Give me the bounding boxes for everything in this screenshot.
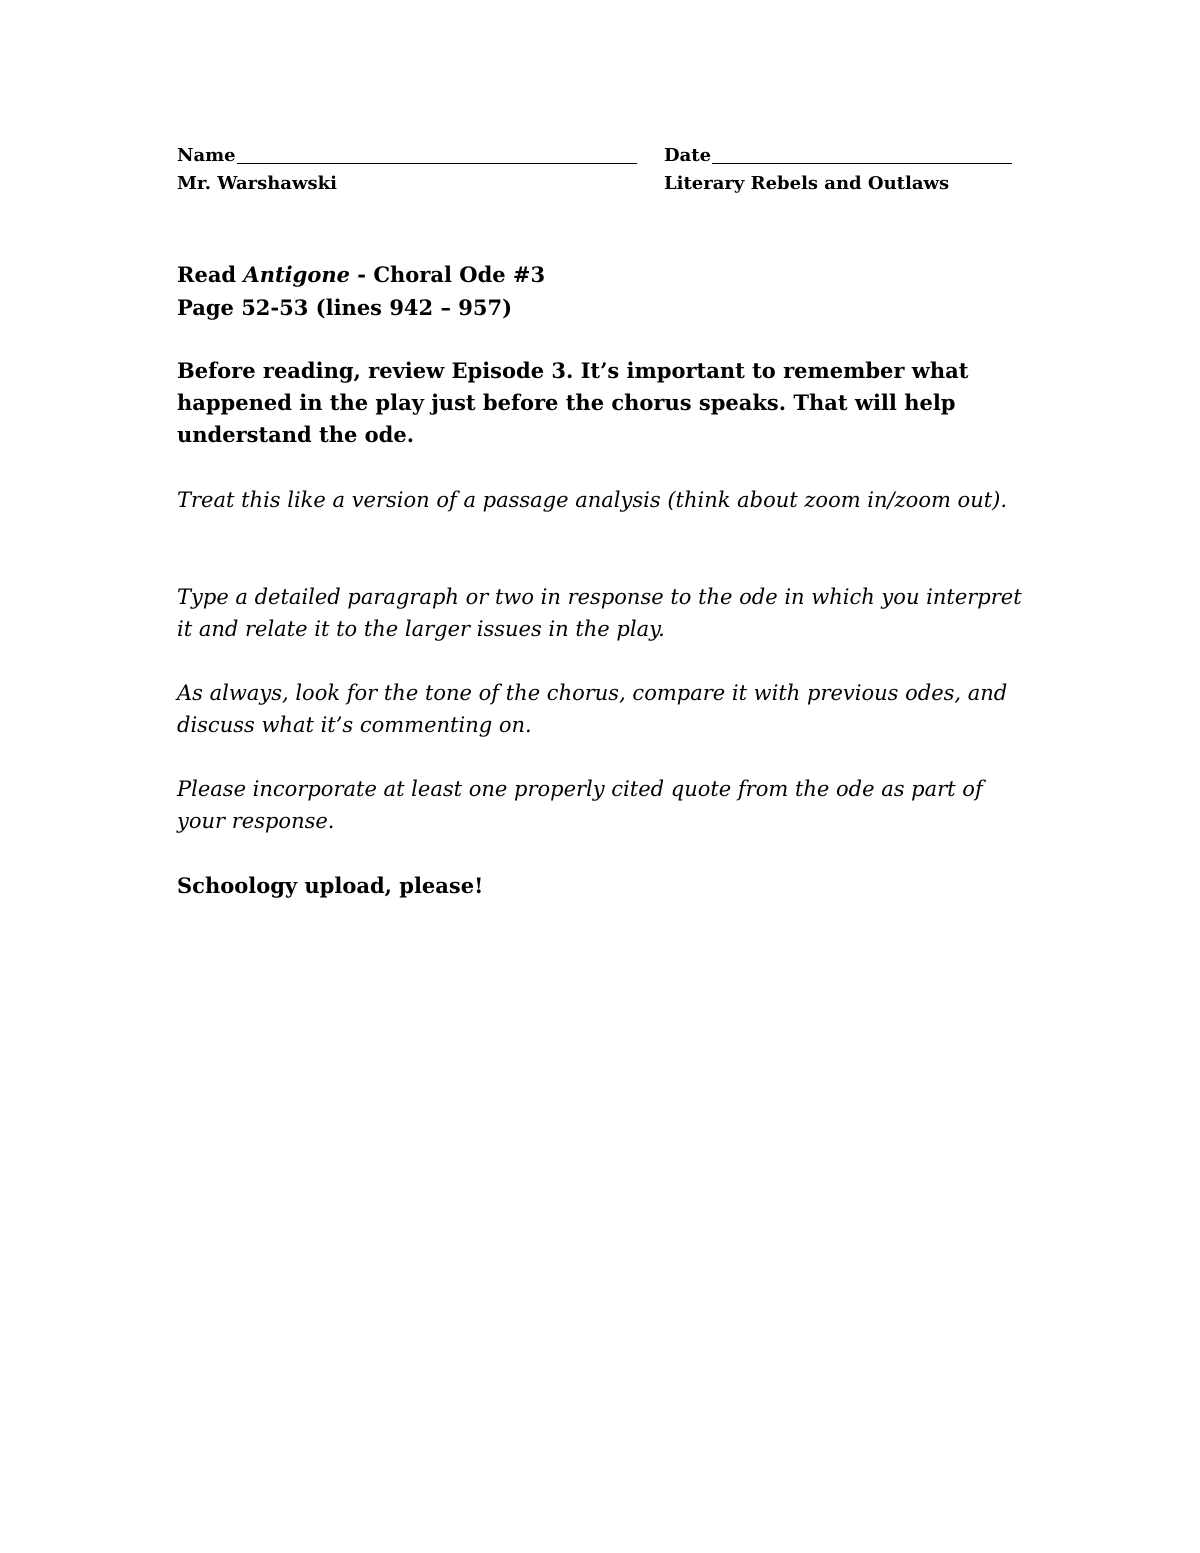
course-name: Literary Rebels and Outlaws [664,173,950,194]
before-reading-instruction: Before reading, review Episode 3. It’s important to remember what happened in the play just before the chorus speaks. That will help understand the ode. [177,358,969,447]
page-range: Page 52-53 (lines 942 – 957) [177,295,513,320]
name-label: Name [177,145,236,166]
work-title: Antigone [243,262,350,287]
read-prefix: Read [177,262,244,287]
tone-instruction: As always, look for the tone of the chorus, compare it with previous odes, and discuss what it’s commenting on. [177,681,1008,737]
reading-assignment [177,259,1037,291]
read-suffix: - Choral Ode #3 [349,262,546,287]
upload-instruction: Schoology upload, please! [177,873,484,898]
name-field [177,142,637,170]
type-paragraph-instruction: Type a detailed paragraph or two in response to the ode in which you interpret it and relate it to the larger issues in the play. [177,585,1022,641]
quote-instruction: Please incorporate at least one properly cited quote from the ode as part of your response. [177,777,983,833]
date-blank-line [712,163,1012,164]
date-field [664,142,1012,170]
teacher-name: Mr. Warshawski [177,173,337,194]
passage-analysis-instruction: Treat this like a version of a passage analysis (think about zoom in/zoom out). [177,488,1008,512]
date-label: Date [664,145,712,166]
name-blank-line [237,163,637,164]
